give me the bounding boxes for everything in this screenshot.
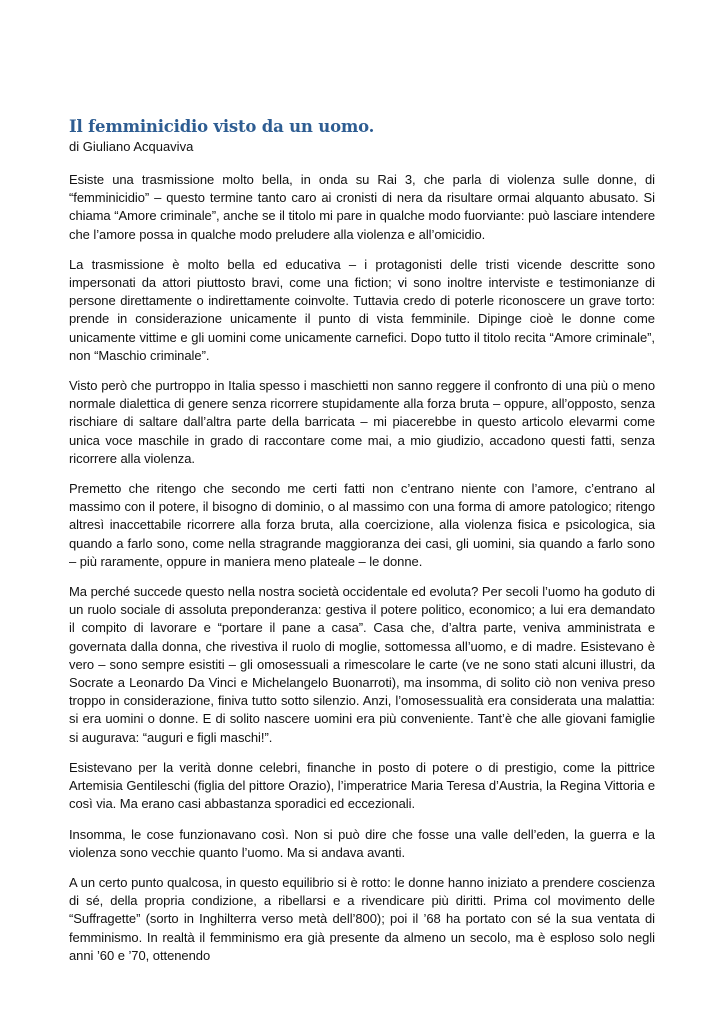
paragraph-3: Visto però che purtroppo in Italia spesso i maschietti non sanno reggere il confronto di una più o meno normale dialettica di genere senza ricorrere stupidamente alla forza bruta – oppure, all’opposto, senza rischiare di saltare dall’altra parte della barricata – mi piacerebbe in questo articolo elevarmi come unica voce maschile in grado di raccontare come mai, a mio giudizio, accadono questi fatti, senza ricorrere alla violenza. bbox=[69, 378, 655, 466]
document-page bbox=[69, 117, 655, 977]
document-byline: di Giuliano Acquaviva bbox=[69, 139, 194, 154]
paragraph-7: Insomma, le cose funzionavano così. Non si può dire che fosse una valle dell’eden, la guerra e la violenza sono vecchie quanto l’uomo. Ma si andava avanti. bbox=[69, 826, 655, 860]
paragraph-6: Esistevano per la verità donne celebri, finanche in posto di potere o di prestigio, come la pittrice Artemisia Gentileschi (figlia del pittore Orazio), l’imperatrice Maria Teresa d’Austria, la Regina Vittoria e così via. Ma erano casi abbastanza sporadici ed eccezionali. bbox=[69, 759, 655, 812]
paragraph-1: Esiste una trasmissione molto bella, in onda su Rai 3, che parla di violenza sulle donne, di “femminicidio” – questo termine tanto caro ai cronisti di nera da risultare ormai alquanto abusato. Si chiama “Amore criminale”, anche se il titolo mi pare in qualche modo fuorviante: può lasciare intendere che l’amore possa in qualche modo preludere alla violenza e all’omicidio. bbox=[69, 172, 655, 242]
paragraph-2: La trasmissione è molto bella ed educativa – i protagonisti delle tristi vicende descritte sono impersonati da attori piuttosto bravi, come una fiction; vi sono inoltre interviste e testimonianze di persone direttamente o indirettamente coinvolte. Tuttavia credo di poterle riconoscere un grave torto: prende in considerazione unicamente il punto di vista femminile. Dipinge cioè le donne come unicamente vittime e gli uomini come unicamente carnefici. Dopo tutto il titolo recita “Amore criminale”, non “Maschio criminale”. bbox=[69, 256, 655, 363]
paragraph-4: Premetto che ritengo che secondo me certi fatti non c’entrano niente con l’amore, c’entrano al massimo con il potere, il bisogno di dominio, o al massimo con una forma di amore patologico; ritengo altresì inaccettabile ricorrere alla forza bruta, alla coercizione, alla violenza fisica e psicologica, sia quando a farlo sono, come nella stragrande maggioranza dei casi, gli uomini, sia quando a farlo sono – più raramente, oppure in maniera meno plateale – le donne. bbox=[69, 481, 655, 569]
paragraph-8: A un certo punto qualcosa, in questo equilibrio si è rotto: le donne hanno iniziato a prendere coscienza di sé, della propria condizione, a ribellarsi e a rivendicare più diritti. Prima col movimento delle “Suffragette” (sorto in Inghilterra verso metà dell’800); poi il ’68 ha portato con sé la sua ventata di femminismo. In realtà il femminismo era già presente da almeno un secolo, ma è esploso solo negli anni ’60 e ’70, ottenendo bbox=[69, 874, 655, 963]
document-title: Il femminicidio visto da un uomo. bbox=[69, 117, 375, 136]
paragraph-5: Ma perché succede questo nella nostra società occidentale ed evoluta? Per secoli l’uomo ha goduto di un ruolo sociale di assoluta preponderanza: gestiva il potere politico, economico; a lui era demandato il compito di lavorare e “portare il pane a casa”. Casa che, d’altra parte, veniva amministrata e governata dalla donna, che rivestiva il ruolo di moglie, sottomessa all’uomo, e di madre. Esistevano è vero – sono sempre esistiti – gli omosessuali a rimescolare le carte (ve ne sono stati alcuni illustri, da Socrate a Leonardo Da Vinci e Michelangelo Buonarroti), ma insomma, di solito ciò non veniva preso troppo in considerazione, finiva tutto sotto silenzio. Anzi, l’omosessualità era considerata una malattia: si era uomini o donne. E di solito nascere uomini era più conveniente. Tant’è che alle giovani famiglie si augurava: “auguri e figli maschi!”. bbox=[69, 584, 655, 745]
